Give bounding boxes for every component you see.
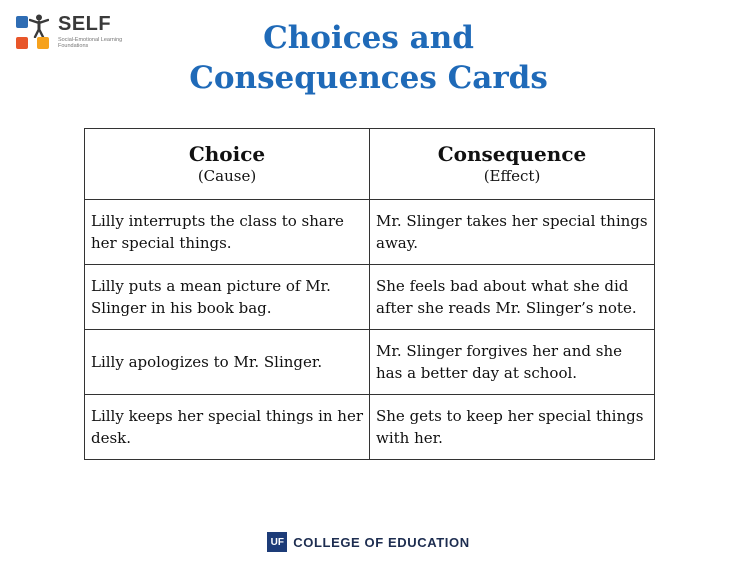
consequence-header-title: Consequence [437,142,587,166]
choices-consequences-table [84,128,655,460]
consequence-header-subtitle: (Effect) [483,167,541,185]
consequence-cell: She feels bad about what she did after she reads Mr. Slinger’s note. [370,265,655,330]
table-row [85,200,655,265]
consequence-cell: Mr. Slinger forgives her and she has a better day at school. [370,330,655,395]
choice-cell: Lilly interrupts the class to share her special things. [85,200,370,265]
logo-tagline: Social-Emotional Learning Foundations [58,37,123,50]
consequence-cell: Mr. Slinger takes her special things away. [370,200,655,265]
choice-cell: Lilly apologizes to Mr. Slinger. [85,330,370,395]
consequence-cell: She gets to keep her special things with her. [370,395,655,460]
choice-cell: Lilly keeps her special things in her desk. [85,395,370,460]
footer [0,532,737,552]
logo-name: SELF [58,13,112,35]
consequence-header [370,129,655,200]
college-of-education-label: COLLEGE OF EDUCATION [293,534,470,550]
table-row [85,395,655,460]
title-line-1: Choices and [263,20,474,56]
table-row [85,265,655,330]
table-row [85,330,655,395]
choice-header [85,129,370,200]
page-title [0,18,737,98]
title-line-2: Consequences Cards [189,60,548,96]
uf-logo-badge: UF [267,532,287,552]
choice-header-subtitle: (Cause) [197,167,257,185]
choice-header-title: Choice [188,142,266,166]
choice-cell: Lilly puts a mean picture of Mr. Slinger in his book bag. [85,265,370,330]
table-header-row [85,129,655,200]
